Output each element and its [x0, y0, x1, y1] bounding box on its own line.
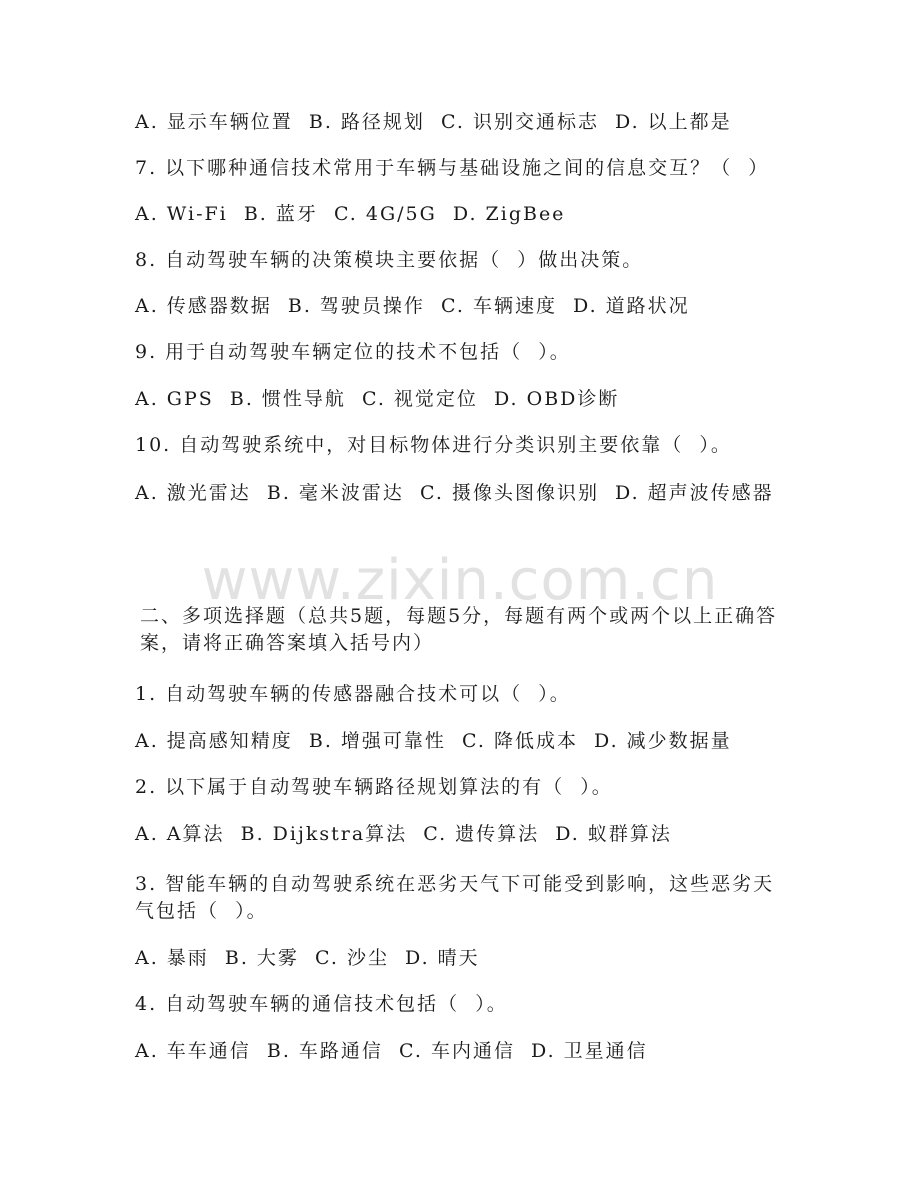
q7-options: A. Wi-Fi B. 蓝牙 C. 4G/5G D. ZigBee [135, 203, 566, 225]
q8-question: 8. 自动驾驶车辆的决策模块主要依据（ ）做出决策。 [135, 249, 644, 271]
watermark: www.zixin.com.cn [201, 548, 719, 613]
q7-question: 7. 以下哪种通信技术常用于车辆与基础设施之间的信息交互？（ ） [135, 157, 770, 179]
mq1-options: A. 提高感知精度 B. 增强可靠性 C. 降低成本 D. 减少数据量 [135, 730, 732, 752]
mq3-options: A. 暴雨 B. 大雾 C. 沙尘 D. 晴天 [135, 947, 480, 969]
q10-options: A. 激光雷达 B. 毫米波雷达 C. 摄像头图像识别 D. 超声波传感器 [135, 482, 774, 504]
q9-question: 9. 用于自动驾驶车辆定位的技术不包括（ ）。 [135, 341, 571, 363]
q6-options: A. 显示车辆位置 B. 路径规划 C. 识别交通标志 D. 以上都是 [135, 111, 732, 133]
mq4-options: A. 车车通信 B. 车路通信 C. 车内通信 D. 卫星通信 [135, 1040, 648, 1062]
q9-options: A. GPS B. 惯性导航 C. 视觉定位 D. OBD诊断 [135, 388, 620, 410]
q10-question: 10. 自动驾驶系统中，对目标物体进行分类识别主要依靠（ ）。 [135, 434, 732, 456]
mq2-options: A. A算法 B. Dijkstra算法 C. 遗传算法 D. 蚁群算法 [135, 823, 672, 845]
mq2-question: 2. 以下属于自动驾驶车辆路径规划算法的有（ ）。 [135, 776, 613, 798]
mq4-question: 4. 自动驾驶车辆的通信技术包括（ ）。 [135, 993, 508, 1015]
q8-options: A. 传感器数据 B. 驾驶员操作 C. 车辆速度 D. 道路状况 [135, 295, 690, 317]
section-heading-multiple-choice: 二、多项选择题（总共5题，每题5分，每题有两个或两个以上正确答案，请将正确答案填入括号内） [140, 605, 778, 654]
mq1-question: 1. 自动驾驶车辆的传感器融合技术可以（ ）。 [135, 683, 571, 705]
mq3-question: 3. 智能车辆的自动驾驶系统在恶劣天气下可能受到影响，这些恶劣天气包括（ ）。 [135, 873, 775, 922]
